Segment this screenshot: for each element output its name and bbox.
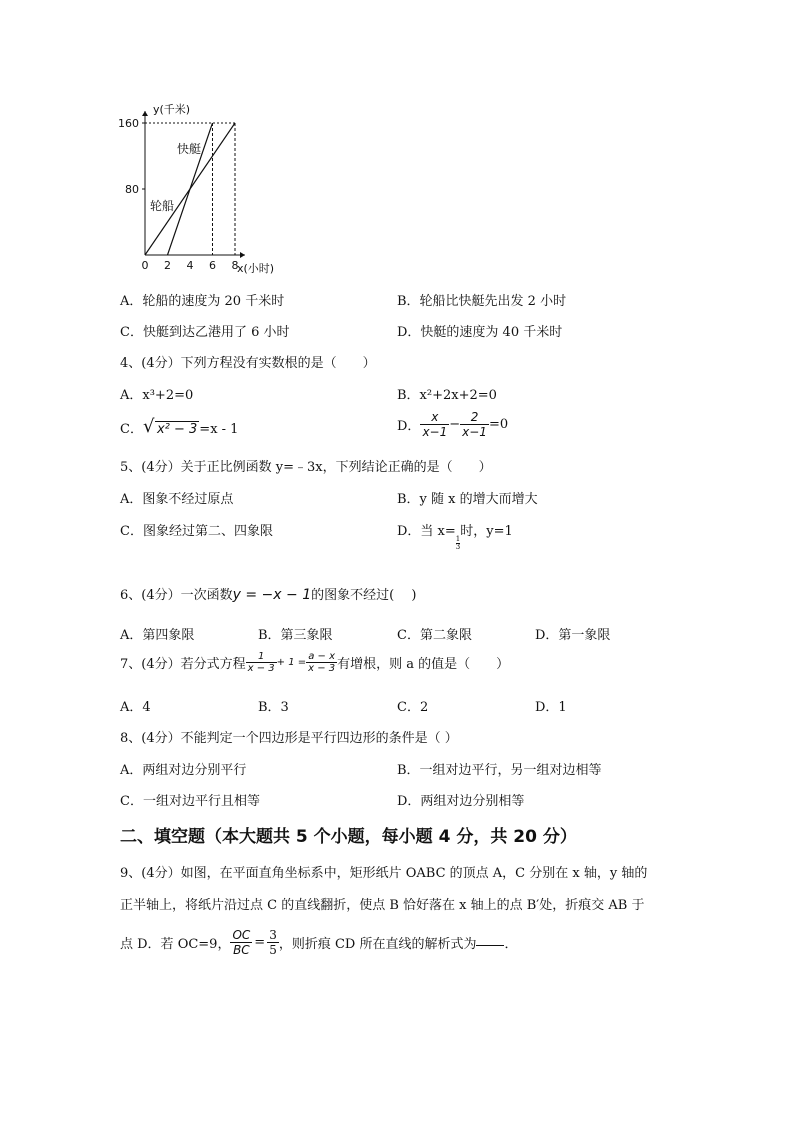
q9-fraction-2 <box>267 928 279 957</box>
q7-option-b[interactable]: B．3 <box>258 700 289 715</box>
q8-option-a[interactable]: A．两组对边分别平行 <box>120 763 247 778</box>
q7-option-c[interactable]: C．2 <box>397 700 429 715</box>
frac-denominator: 3 <box>455 543 461 551</box>
q6-option-a[interactable]: A．第四象限 <box>120 628 195 643</box>
frac-denominator: x − 3 <box>247 663 275 674</box>
y-tick-label: 160 <box>118 117 139 130</box>
q6-stem <box>120 584 416 603</box>
frac-denominator: BC <box>233 943 250 957</box>
q6-stem-pre: 6、(4分）一次函数 <box>120 588 233 603</box>
x-tick-label: 2 <box>164 259 171 272</box>
q4-c-label: C． <box>120 422 143 437</box>
travel-graph <box>110 95 310 285</box>
q7-fraction-1 <box>246 651 277 674</box>
q6-option-b[interactable]: B．第三象限 <box>258 628 333 643</box>
q9-line-2: 正半轴上，将纸片沿过点 C 的直线翻折，使点 B 恰好落在 x 轴上的点 B′处，折痕交 AB 于 <box>120 898 645 913</box>
q7-stem-pre: 7、(4分）若分式方程 <box>120 657 246 672</box>
frac-numerator: 2 <box>460 410 489 425</box>
q6-stem-post: 的图象不经过( ) <box>311 588 417 603</box>
y-axis-arrow-icon <box>142 111 148 116</box>
q4-c-radicand: x² − 3 <box>156 422 198 437</box>
q5-option-a[interactable]: A．图象不经过原点 <box>120 492 234 507</box>
y-tick-label: 80 <box>125 183 139 196</box>
q3-option-c[interactable]: C．快艇到达乙港用了 6 小时 <box>120 325 290 340</box>
equals-sign: = <box>254 935 266 950</box>
q9-line3-end: ． <box>504 937 518 952</box>
q3-option-b[interactable]: B．轮船比快艇先出发 2 小时 <box>397 294 567 309</box>
frac-numerator: a − x <box>306 651 337 663</box>
series-label-lunchuan: 轮船 <box>150 199 175 213</box>
q7-stem <box>120 651 509 674</box>
sqrt-sign-icon: √ <box>142 416 155 437</box>
x-tick-label: 4 <box>186 259 194 272</box>
x-tick-label: 0 <box>141 259 149 272</box>
sqrt-expression <box>142 416 199 437</box>
q4-c-rest: =x - 1 <box>199 422 239 437</box>
q6-option-c[interactable]: C．第二象限 <box>397 628 472 643</box>
frac-denominator: 5 <box>269 943 277 957</box>
q4-option-d[interactable] <box>397 410 508 439</box>
q5-d-rest: 时，y=1 <box>460 524 513 539</box>
q4-d-label: D． <box>397 419 421 434</box>
x-axis-label: x(小时) <box>237 262 275 275</box>
q9-fraction-1 <box>230 928 252 957</box>
q7-fraction-2 <box>306 651 337 674</box>
frac-denominator: x−1 <box>462 425 487 439</box>
q6-option-d[interactable]: D．第一象限 <box>535 628 611 643</box>
frac-denominator: x − 3 <box>308 663 336 674</box>
series-label-kuaiting: 快艇 <box>177 142 202 156</box>
q8-option-d[interactable]: D．两组对边分别相等 <box>397 794 525 809</box>
q7-option-d[interactable]: D．1 <box>535 700 567 715</box>
q5-stem: 5、(4分）关于正比例函数 y=﹣3x，下列结论正确的是（ ） <box>120 460 492 475</box>
y-axis-label: y(千米) <box>153 103 191 116</box>
x-tick-label: 8 <box>231 259 239 272</box>
q4-stem: 4、(4分）下列方程没有实数根的是（ ） <box>120 356 376 371</box>
q3-option-a[interactable]: A．轮船的速度为 20 千米时 <box>120 294 285 309</box>
q4-d-rest: =0 <box>488 417 509 432</box>
q4-option-c[interactable] <box>120 418 238 437</box>
q5-option-b[interactable]: B．y 随 x 的增大而增大 <box>397 492 538 507</box>
q5-option-d[interactable] <box>397 520 513 551</box>
q9-line3-post: ，则折痕 CD 所在直线的解析式为 <box>278 937 477 952</box>
q4-d-fraction-2 <box>460 410 489 439</box>
q4-option-a[interactable]: A．x³+2=0 <box>120 388 194 403</box>
q6-formula: y = −x − 1 <box>232 587 312 603</box>
x-axis-arrow-icon <box>240 252 245 258</box>
x-tick-label: 6 <box>209 259 216 272</box>
q9-line-1: 9、(4分）如图，在平面直角坐标系中，矩形纸片 OABC 的顶点 A，C 分别在 x 轴，y 轴的 <box>120 866 648 881</box>
section-heading: 二、填空题（本大题共 5 个小题，每小题 4 分，共 20 分） <box>120 827 577 847</box>
answer-blank[interactable] <box>476 933 504 946</box>
q8-option-b[interactable]: B．一组对边平行，另一组对边相等 <box>397 763 602 778</box>
frac-numerator: 3 <box>269 928 277 942</box>
q5-option-c[interactable]: C．图象经过第二、四象限 <box>120 524 273 539</box>
frac-numerator: 1 <box>455 535 461 543</box>
frac-numerator: 1 <box>246 651 277 663</box>
q8-stem: 8、(4分）不能判定一个四边形是平行四边形的条件是（ ） <box>120 731 458 746</box>
q5-d-label: D．当 x= <box>397 524 456 539</box>
q3-option-d[interactable]: D．快艇的速度为 40 千米时 <box>397 325 563 340</box>
minus-sign: − <box>449 417 461 432</box>
q4-option-b[interactable]: B．x²+2x+2=0 <box>397 388 497 403</box>
frac-denominator: x−1 <box>422 425 448 439</box>
q7-option-a[interactable]: A．4 <box>120 700 151 715</box>
q4-d-fraction-1 <box>420 410 449 439</box>
frac-numerator: OC <box>232 928 251 942</box>
q9-line3-pre: 点 D．若 OC=9， <box>120 937 231 952</box>
frac-numerator: x <box>420 410 449 425</box>
q7-stem-post: 有增根，则 a 的值是（ ） <box>337 657 510 672</box>
q7-plus-one: + 1 = <box>276 657 307 668</box>
q9-line-3 <box>120 928 518 957</box>
q8-option-c[interactable]: C．一组对边平行且相等 <box>120 794 260 809</box>
distance-time-chart <box>110 95 310 285</box>
